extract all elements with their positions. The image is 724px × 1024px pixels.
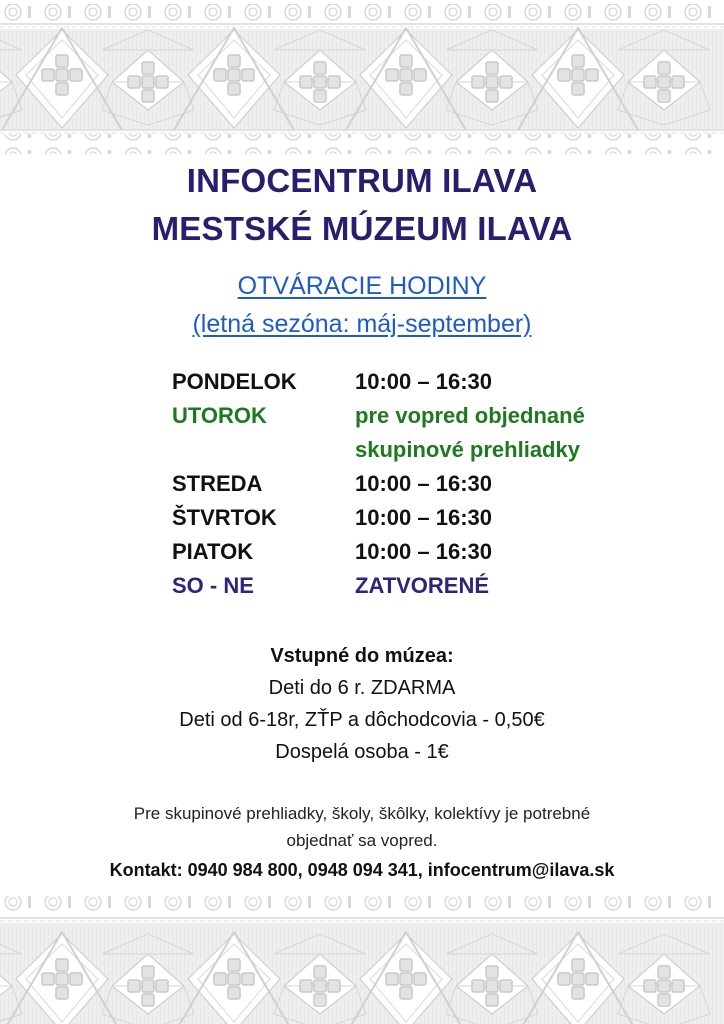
schedule-row-wednesday <box>172 467 672 501</box>
folk-ornament-icon <box>0 890 724 1024</box>
schedule-row-tuesday-cont <box>172 433 672 467</box>
schedule-row-thursday <box>172 501 672 535</box>
fee-line: Deti do 6 r. ZDARMA <box>268 677 456 699</box>
folk-ornament-icon <box>0 0 724 160</box>
schedule-row-weekend <box>172 569 672 603</box>
contact-info: Kontakt: 0940 984 800, 0948 094 341, infocentrum@ilava.sk <box>109 860 615 880</box>
hours-value: 10:00 – 16:30 <box>355 471 492 496</box>
day-label: UTOROK <box>172 403 267 428</box>
hours-value: 10:00 – 16:30 <box>355 369 492 394</box>
hours-value: ZATVORENÉ <box>355 573 490 598</box>
top-ornament-band <box>0 0 724 160</box>
hours-value: 10:00 – 16:30 <box>355 539 492 564</box>
opening-hours-table <box>172 365 672 603</box>
day-label <box>172 433 355 467</box>
note-line: objednať sa vopred. <box>286 831 438 850</box>
hours-value: pre vopred objednané <box>355 403 585 428</box>
fees-heading: Vstupné do múzea: <box>270 645 454 667</box>
hours-value: skupinové prehliadky <box>355 437 580 462</box>
note-line: Pre skupinové prehliadky, školy, škôlky, kolektívy je potrebné <box>133 804 591 823</box>
title-museum: MESTSKÉ MÚZEUM ILAVA <box>151 210 573 247</box>
day-label: STREDA <box>172 471 263 496</box>
group-booking-note <box>0 800 724 854</box>
fee-line: Deti od 6-18r, ZŤP a dôchodcovia - 0,50€ <box>179 709 545 731</box>
day-label: ŠTVRTOK <box>172 505 277 530</box>
day-label: PIATOK <box>172 539 254 564</box>
day-label: SO - NE <box>172 573 254 598</box>
hours-value: 10:00 – 16:30 <box>355 505 492 530</box>
admission-fees <box>0 640 724 768</box>
schedule-row-monday <box>172 365 672 399</box>
day-label: PONDELOK <box>172 369 297 394</box>
schedule-row-tuesday <box>172 399 672 433</box>
schedule-row-friday <box>172 535 672 569</box>
season-subheading: (letná sezóna: máj-september) <box>192 310 532 338</box>
bottom-ornament-band <box>0 890 724 1024</box>
opening-hours-heading: OTVÁRACIE HODINY <box>237 272 487 300</box>
title-infocentrum: INFOCENTRUM ILAVA <box>186 162 538 199</box>
fee-line: Dospelá osoba - 1€ <box>275 741 449 763</box>
